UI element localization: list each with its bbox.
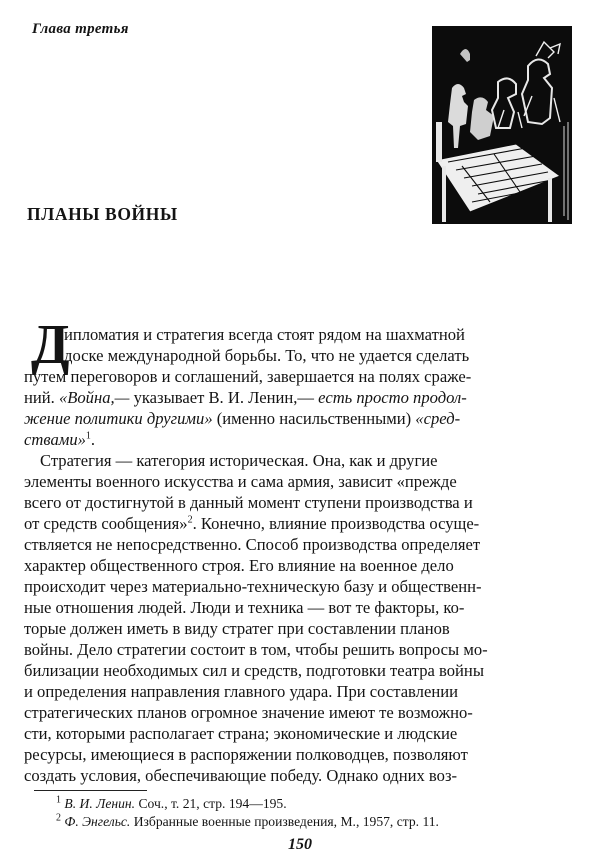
body-line: войны. Дело стратегии состоит в том, чтобы решить вопросы мо- — [24, 640, 488, 659]
footnote-divider — [34, 790, 147, 791]
chapter-label: Глава третья — [32, 21, 129, 37]
body-line: путем переговоров и соглашений, завершается на полях сраже- — [24, 367, 472, 386]
body-line: ствами»$^1$. — [24, 430, 96, 449]
body-line: сти, которыми располагает страна; экономические и людские — [24, 724, 458, 743]
body-line: происходит через материально-техническую базу и общественн- — [24, 577, 482, 596]
body-line: билизации необходимых сил и средств, подготовки театра войны — [24, 661, 484, 680]
body-line: торые должен иметь в виду стратег при составлении планов — [24, 619, 450, 638]
body-line: от средств сообщения»$^2$. Конечно, влияние производства осуще- — [24, 514, 480, 533]
body-line: стратегических планов огромное значение имеют те возможно- — [24, 703, 473, 722]
body-line: ные отношения людей. Люди и техника — вот те факторы, ко- — [24, 598, 465, 617]
body-line: характер общественного строя. Его влияние на военное дело — [24, 556, 454, 575]
section-title: ПЛАНЫ ВОЙНЫ — [27, 204, 178, 224]
drop-cap: Д — [31, 314, 70, 376]
body-line: элементы военного искусства и сама армия, зависит «прежде — [24, 472, 457, 491]
footnote-ref: 1 — [85, 430, 91, 442]
body-line: жение политики другими» (именно насильственными) «сред- — [24, 409, 461, 428]
woodcut-officers-at-map-table-icon — [432, 26, 572, 224]
footnote: $^2$ Ф. Энгельс. Избранные военные произведения, М., 1957, стр. 11. — [56, 812, 439, 829]
body-line: создать условия, обеспечивающие победу. Однако одних воз- — [24, 766, 458, 785]
body-line: ипломатия и стратегия всегда стоят рядом на шахматной — [64, 325, 465, 344]
body-line: доске международной борьбы. То, что не удается сделать — [64, 346, 470, 365]
body-line: ресурсы, имеющиеся в распоряжении полководцев, позволяют — [24, 745, 468, 764]
body-line: ний. «Война,— указывает В. И. Ленин,— есть просто продол- — [24, 388, 467, 407]
body-line: всего от достигнутой в данный момент ступени производства и — [24, 493, 473, 512]
footnote-ref: 2 — [187, 514, 193, 526]
footnote: $^1$ В. И. Ленин. Соч., т. 21, стр. 194—195. — [56, 794, 287, 811]
body-line: и определения направления главного удара. При составлении — [24, 682, 458, 701]
body-line: Стратегия — категория историческая. Она, как и другие — [40, 451, 438, 470]
body-line: ствляется не непосредственно. Способ производства определяет — [24, 535, 481, 554]
page-number: 150 — [288, 836, 312, 853]
